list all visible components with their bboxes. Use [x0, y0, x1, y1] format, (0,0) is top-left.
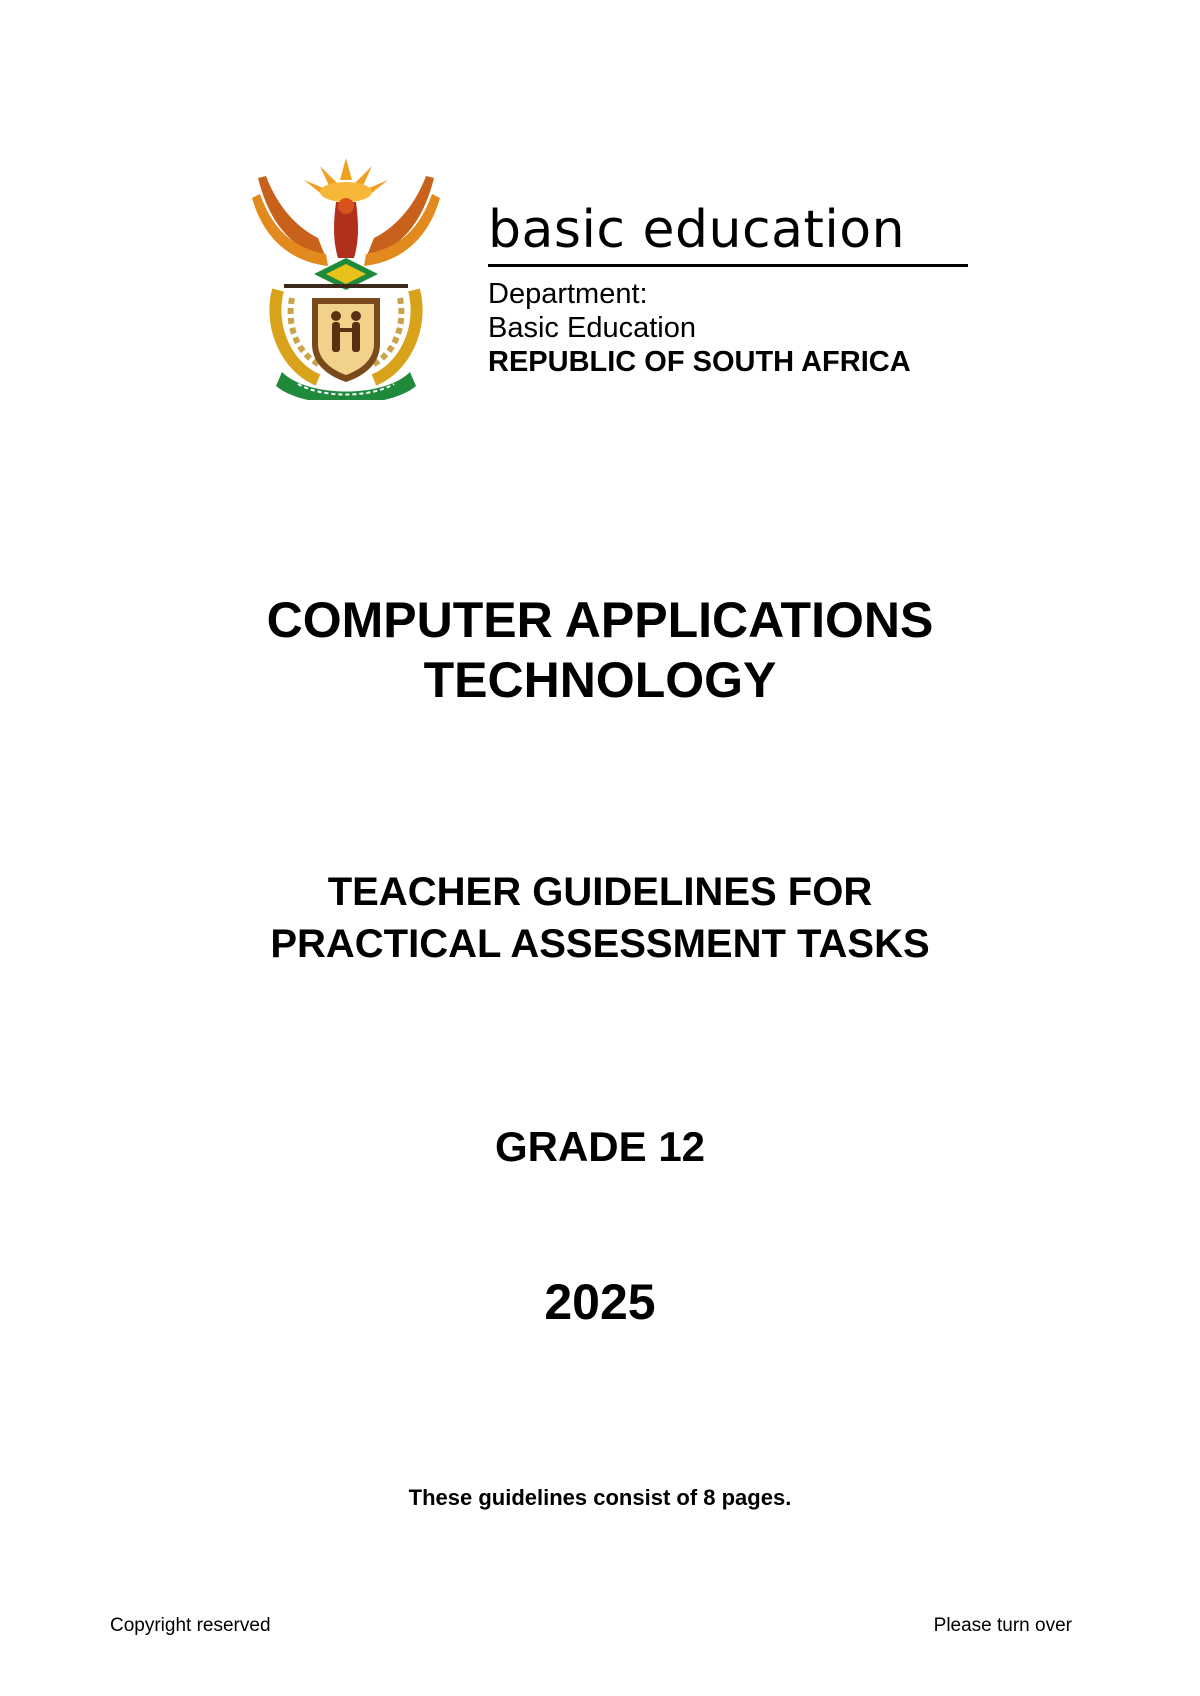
department-name: Basic Education — [488, 312, 696, 344]
document-subtitle-line1: TEACHER GUIDELINES FOR — [327, 870, 873, 914]
footer-copyright: Copyright reserved — [110, 1615, 271, 1636]
document-subtitle-line2: PRACTICAL ASSESSMENT TASKS — [270, 922, 930, 966]
country-name: REPUBLIC OF SOUTH AFRICA — [488, 346, 911, 378]
year-label: 2025 — [544, 1274, 656, 1330]
brand-title: basic education — [488, 200, 906, 260]
department-label: Department: — [488, 278, 648, 310]
grade-label: GRADE 12 — [494, 1123, 706, 1170]
subject-title-line1: COMPUTER APPLICATIONS — [266, 592, 934, 648]
brand-divider — [488, 264, 968, 267]
subject-title-line2: TECHNOLOGY — [423, 652, 777, 708]
coat-of-arms-icon — [248, 158, 444, 400]
page-count-note: These guidelines consist of 8 pages. — [408, 1485, 792, 1510]
footer-turn-over: Please turn over — [933, 1615, 1072, 1636]
department-branding — [488, 200, 968, 379]
subject-title — [0, 590, 1200, 710]
document-subtitle — [0, 866, 1200, 970]
